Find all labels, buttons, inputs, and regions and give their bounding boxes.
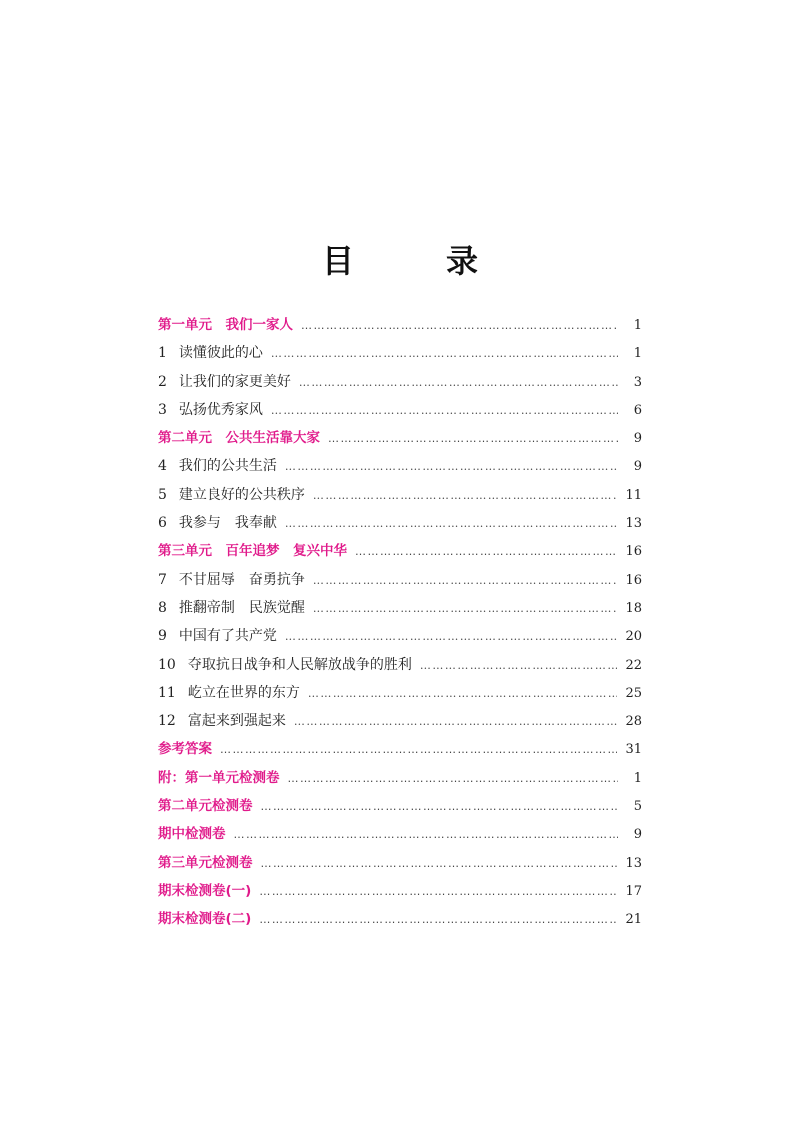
toc-entry-label: 期中检测卷 [158, 826, 226, 843]
toc-entry-page: 25 [625, 685, 642, 701]
toc-entry-page: 5 [633, 799, 642, 815]
toc-entry-page: 9 [633, 459, 642, 475]
toc-entry-page: 6 [633, 402, 642, 418]
toc-entry[interactable] [158, 566, 642, 594]
toc-entry-label: 第三单元检测卷 [158, 854, 253, 871]
toc-leader-dots [234, 821, 619, 849]
toc-entry-label: 第三单元 百年追梦 复兴中华 [158, 543, 347, 560]
toc-entry-number: 4 [158, 458, 167, 475]
toc-entry-number: 3 [158, 401, 167, 418]
toc-entry-page: 18 [625, 600, 642, 616]
toc-entry[interactable] [158, 792, 642, 820]
toc-entry-label: 夺取抗日战争和人民解放战争的胜利 [187, 656, 412, 673]
toc-entry-label: 附：第一单元检测卷 [158, 769, 280, 786]
toc-entry-number: 8 [158, 599, 167, 616]
toc-leader-dots [285, 510, 618, 538]
toc-entry[interactable] [158, 594, 642, 622]
toc-entry[interactable] [158, 849, 642, 877]
toc-entry-label: 期末检测卷(一) [158, 882, 252, 899]
toc-entry[interactable] [158, 396, 642, 424]
toc-leader-dots [313, 595, 618, 623]
toc-entry[interactable] [158, 311, 642, 339]
toc-entry[interactable] [158, 452, 642, 480]
toc-entry-label: 建立良好的公共秩序 [178, 486, 305, 503]
toc-leader-dots [271, 397, 618, 425]
toc-entry[interactable] [158, 905, 642, 933]
toc-leader-dots [308, 680, 618, 708]
toc-entry-number: 1 [158, 345, 167, 362]
toc-entry-page: 3 [633, 374, 642, 390]
toc-entry-label: 第二单元检测卷 [158, 798, 253, 815]
toc-entry-label: 期末检测卷(二) [158, 911, 252, 928]
toc-entry-label: 中国有了共产党 [178, 628, 277, 645]
toc-leader-dots [288, 765, 619, 793]
toc-entry[interactable] [158, 537, 642, 565]
toc-entry-label: 屹立在世界的东方 [187, 684, 300, 701]
toc-entry[interactable] [158, 509, 642, 537]
toc-entry-label: 读懂彼此的心 [178, 345, 263, 362]
toc-entry[interactable] [158, 622, 642, 650]
toc-entry-label: 让我们的家更美好 [178, 373, 291, 390]
toc-entry-label: 我们的公共生活 [178, 458, 277, 475]
toc-entry[interactable] [158, 679, 642, 707]
toc-entry[interactable] [158, 820, 642, 848]
toc-leader-dots [301, 312, 618, 340]
toc-leader-dots [261, 850, 618, 878]
toc-entry-number: 11 [158, 684, 176, 701]
toc-leader-dots [420, 652, 618, 680]
toc-entry[interactable] [158, 368, 642, 396]
toc-leader-dots [220, 736, 617, 764]
toc-entry-page: 20 [625, 629, 642, 645]
toc-entry-number: 7 [158, 571, 167, 588]
toc-leader-dots [285, 623, 618, 651]
toc-entry-label: 第二单元 公共生活靠大家 [158, 430, 320, 447]
toc-entry-number: 12 [158, 713, 176, 730]
toc-entry-label: 弘扬优秀家风 [178, 401, 263, 418]
toc-leader-dots [271, 340, 618, 368]
toc-entry-page: 11 [625, 487, 642, 503]
toc-entry-label: 推翻帝制 民族觉醒 [178, 599, 305, 616]
toc-entry[interactable] [158, 424, 642, 452]
toc-entry-number: 5 [158, 486, 167, 503]
toc-entry-number: 2 [158, 373, 167, 390]
toc-entry-number: 10 [158, 656, 176, 673]
toc-leader-dots [294, 708, 618, 736]
toc-entry-page: 16 [625, 572, 642, 588]
toc-entry-page: 13 [625, 855, 642, 871]
toc-entry[interactable] [158, 481, 642, 509]
toc-entry-page: 31 [625, 742, 642, 758]
toc-leader-dots [313, 567, 618, 595]
toc-entry-label: 不甘屈辱 奋勇抗争 [178, 571, 305, 588]
toc-entry[interactable] [158, 764, 642, 792]
toc-entry-label: 富起来到强起来 [187, 713, 286, 730]
toc-entry-page: 28 [625, 714, 642, 730]
toc-entry[interactable] [158, 707, 642, 735]
toc-leader-dots [259, 878, 617, 906]
toc-entry-page: 22 [625, 657, 642, 673]
toc-entry-label: 参考答案 [158, 741, 212, 758]
toc-entry-number: 9 [158, 628, 167, 645]
toc-entry[interactable] [158, 339, 642, 367]
toc-entry-page: 21 [625, 912, 642, 928]
toc-entry-page: 9 [633, 827, 642, 843]
toc-entry-page: 1 [633, 346, 642, 362]
toc-leader-dots [259, 906, 617, 934]
toc-entry-page: 1 [633, 318, 642, 333]
toc-entry-page: 17 [625, 883, 642, 899]
toc-entry-number: 6 [158, 515, 167, 532]
toc-entry-page: 16 [625, 544, 642, 560]
toc-entry[interactable] [158, 877, 642, 905]
toc-entry-label: 第一单元 我们一家人 [158, 317, 293, 333]
toc-leader-dots [355, 538, 617, 566]
toc-entry-label: 我参与 我奉献 [178, 515, 277, 532]
toc-leader-dots [299, 369, 618, 397]
toc-entry[interactable] [158, 735, 642, 763]
toc-leader-dots [285, 453, 618, 481]
page-title: 目 录 [321, 242, 508, 280]
toc-entry-page: 9 [633, 431, 642, 447]
toc-entry-page: 13 [625, 516, 642, 532]
toc-leader-dots [313, 482, 618, 510]
toc-leader-dots [328, 425, 618, 453]
toc-leader-dots [261, 793, 619, 821]
table-of-contents [158, 311, 642, 934]
toc-entry[interactable] [158, 651, 642, 679]
toc-entry-page: 1 [633, 770, 642, 786]
